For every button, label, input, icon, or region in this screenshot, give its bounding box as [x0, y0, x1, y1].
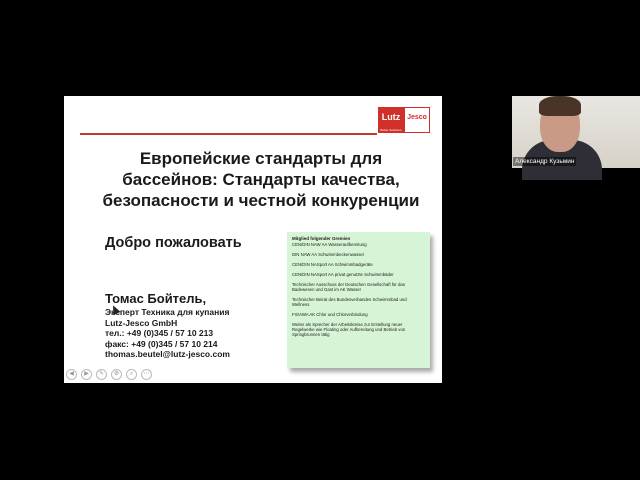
slideshow-toolbar: [66, 369, 152, 380]
slide-title: [84, 148, 438, 211]
header-divider: [80, 133, 377, 135]
title-line: Европейские стандарты для: [139, 149, 383, 168]
settings-icon[interactable]: ⚙: [111, 369, 122, 380]
previous-slide-icon[interactable]: ◀: [66, 369, 77, 380]
membership-item: CEN/DIN NASport AA privat genutzte Schwimmbäder: [292, 272, 394, 277]
title-line: бассейнов: Стандарты качества,: [122, 170, 400, 189]
membership-item: Technischer Ausschuss der Deutschen Gesellschaft für das Badewesen und Gast im AK Wasser: [292, 282, 405, 292]
membership-item: Weiter als Sprecher der Arbeitskreise zur Erstellung neuer Regelwerke wie Floating oder Aufbereitung und Betrieb von Springbrunnen tätig: [292, 322, 406, 337]
speaker-name: Томас Бойтель,: [105, 291, 207, 306]
contact-line: тел.: +49 (0)345 / 57 10 213: [105, 328, 214, 338]
pen-icon[interactable]: ✎: [96, 369, 107, 380]
membership-item: CEN/DIN NAW AA Wasseraufbereitung: [292, 242, 367, 247]
contact-line: Эксперт Техника для купания: [105, 307, 230, 317]
participant-name-label: Александр Кузьмин: [515, 158, 575, 165]
membership-title: Mitglied folgender Gremien: [292, 236, 351, 241]
contact-line: Lutz-Jesco GmbH: [105, 317, 178, 328]
zoom-icon[interactable]: ⌕: [126, 369, 137, 380]
contact-line: факс: +49 (0)345 / 57 10 214: [105, 338, 218, 349]
title-line: безопасности и честной конкуренции: [102, 191, 420, 210]
participant-hair: [539, 96, 581, 116]
more-icon[interactable]: ⋯: [141, 369, 152, 380]
membership-item: Technischer Beirat des Bundesverbandes Schwimmbad und Wellness: [292, 297, 407, 307]
speaker-contact: [105, 307, 230, 360]
membership-item: FIGAWA AK Chlor und Chlorverbindung: [292, 312, 368, 317]
membership-item: CEN/DIN NASport AA Schwimmbadgeräte: [292, 262, 373, 267]
next-slide-icon[interactable]: ▶: [81, 369, 92, 380]
membership-box: [287, 232, 430, 368]
lutz-logo: Lutz Better Solutions: [378, 107, 404, 133]
contact-line: thomas.beutel@lutz-jesco.com: [105, 349, 230, 359]
welcome-text: Добро пожаловать: [105, 235, 242, 251]
jesco-logo: Jesco: [404, 107, 430, 133]
presentation-slide: [64, 96, 442, 383]
membership-item: DIN NAW AA Schwimmbeckenwasser: [292, 252, 365, 257]
